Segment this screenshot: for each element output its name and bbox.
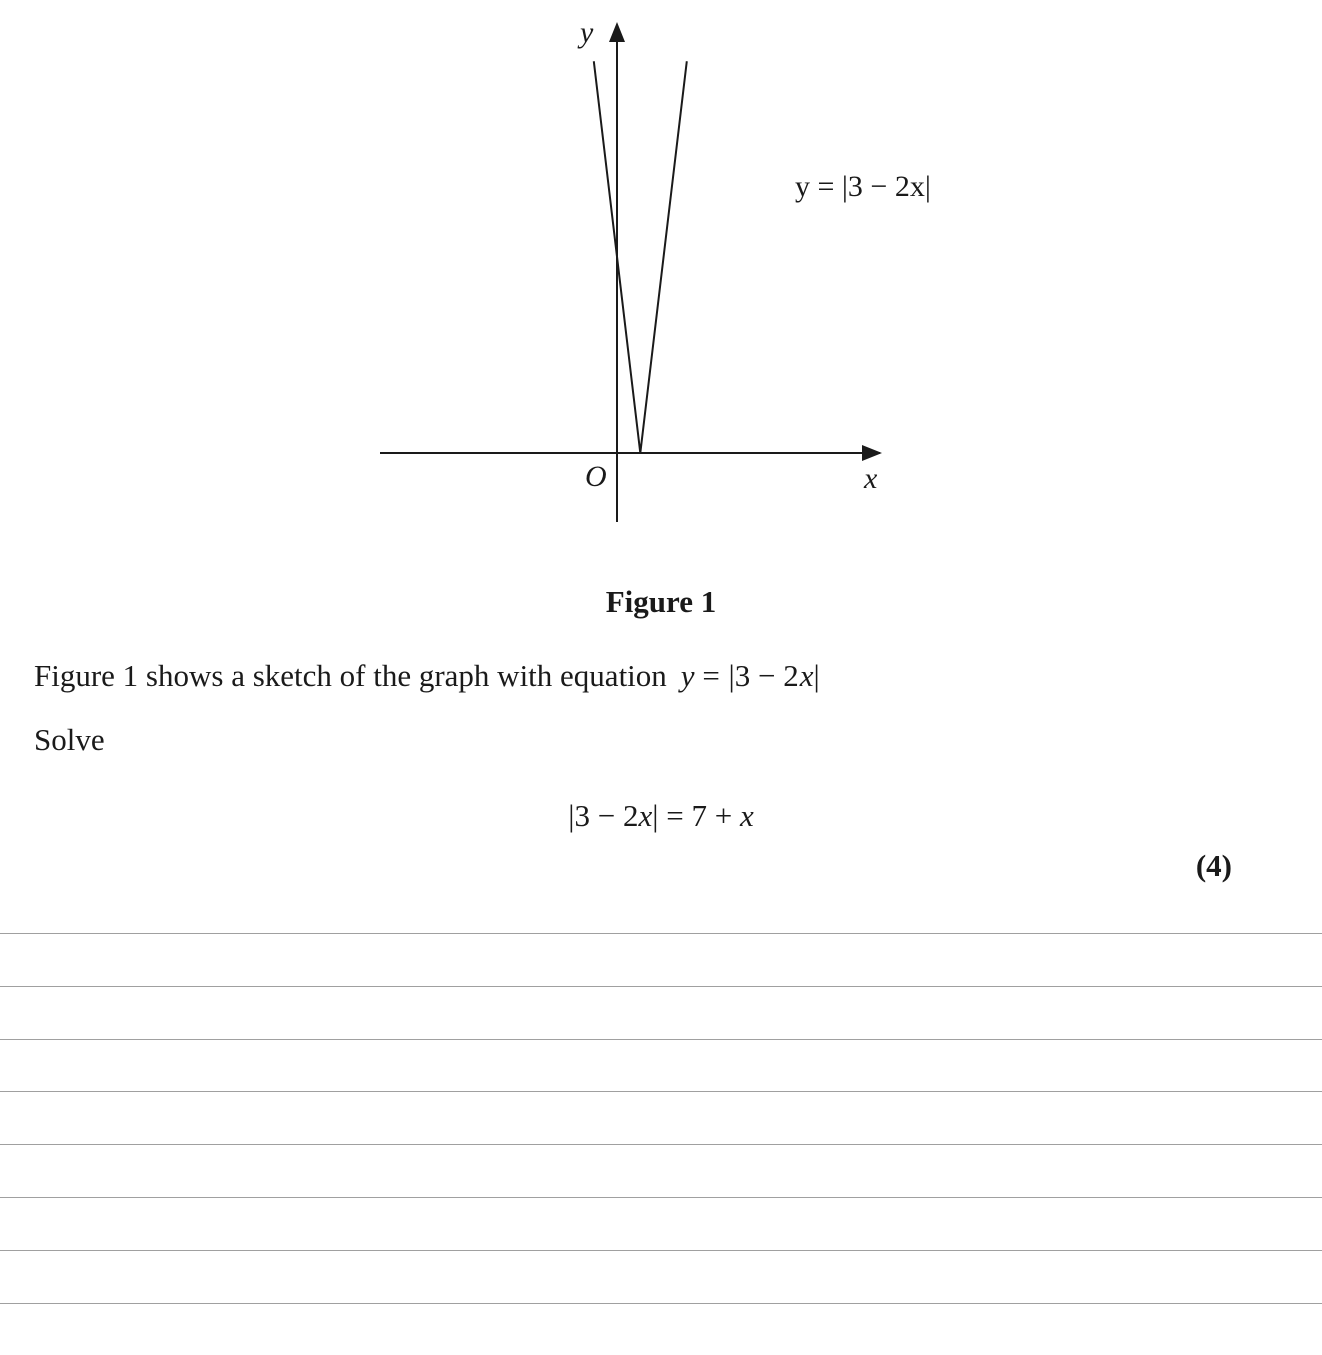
answer-line — [0, 1197, 1322, 1198]
eq-x-2: x — [739, 798, 754, 833]
origin-label: O — [585, 460, 607, 493]
figure-1-graph — [0, 0, 1322, 560]
intro-eq-abs: |3 − 2 — [728, 658, 799, 693]
answer-line — [0, 986, 1322, 987]
intro-equation — [681, 658, 820, 693]
intro-eq-x: x — [799, 658, 814, 693]
answer-line — [0, 1144, 1322, 1145]
solve-label: Solve — [34, 722, 105, 757]
eq-abs-close: | — [652, 798, 659, 833]
eq-mid: = 7 + — [658, 798, 740, 833]
eq-x-1: x — [638, 798, 653, 833]
intro-eq-close: | — [813, 658, 820, 693]
eq-abs-open: |3 − 2 — [568, 798, 639, 833]
curve-y-abs-3-minus-2x — [594, 61, 687, 453]
y-axis-label: y — [580, 16, 594, 49]
equation-to-solve — [0, 796, 1322, 836]
answer-lines — [0, 933, 1322, 1355]
figure-caption: Figure 1 — [605, 584, 717, 619]
marks-label: (4) — [1195, 848, 1232, 883]
y-axis-arrow — [609, 22, 625, 42]
intro-eq-equals: = — [694, 658, 728, 693]
answer-line — [0, 933, 1322, 934]
curve-label: y = |3 − 2x| — [795, 170, 931, 203]
answer-line — [0, 1091, 1322, 1092]
x-axis-label: x — [864, 462, 878, 495]
answer-line — [0, 1250, 1322, 1251]
answer-line — [0, 1039, 1322, 1040]
answer-line — [0, 1303, 1322, 1304]
intro-eq-y: y — [680, 658, 695, 693]
intro-text: Figure 1 shows a sketch of the graph with equation — [34, 658, 667, 693]
x-axis-arrow — [862, 445, 882, 461]
question-intro — [34, 656, 820, 696]
